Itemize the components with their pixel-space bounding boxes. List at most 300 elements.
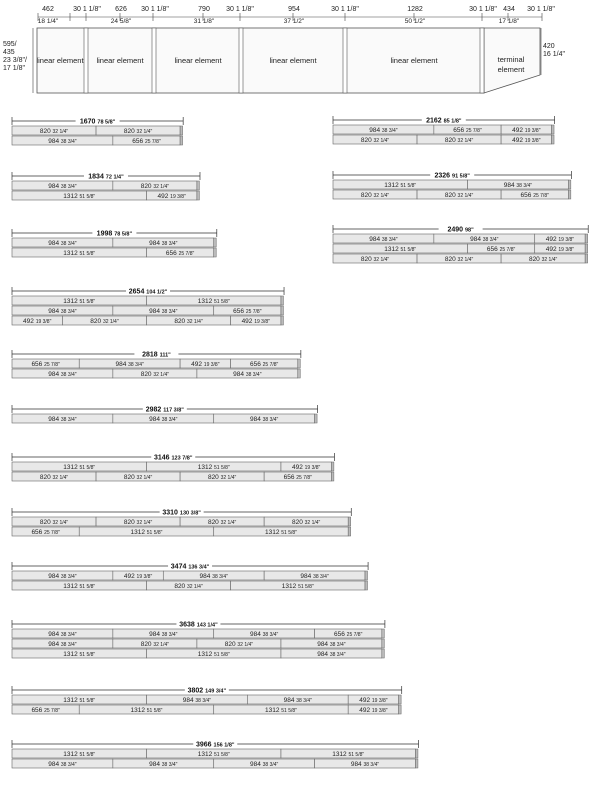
segment-mm: 820: [444, 256, 458, 263]
total-label: [434, 173, 470, 180]
segment-label: [225, 641, 254, 648]
segment-in: 32 1/4": [136, 129, 153, 135]
segment-label: [292, 519, 321, 526]
segment-label: [115, 361, 144, 368]
segment-mm: 984: [48, 308, 61, 315]
segment-mm: 984: [48, 641, 61, 648]
end-cap: [214, 238, 217, 247]
segment-in: 51 5/8": [79, 652, 96, 658]
segment-label: [31, 707, 60, 714]
total-label: [88, 174, 124, 181]
segment-mm: 1312: [281, 583, 299, 590]
segment-label: [48, 416, 77, 423]
total-label: [188, 688, 227, 695]
segment-mm: 656: [520, 192, 534, 199]
segment-in: 32 1/4": [373, 193, 390, 199]
total-mm: 1834: [88, 173, 106, 181]
end-cap: [365, 581, 368, 590]
top-dim-mm: 626: [115, 6, 127, 13]
segment-label: [233, 308, 262, 315]
segment-label: [31, 361, 60, 368]
element-overview: [3, 6, 565, 93]
segment-label: [384, 182, 416, 189]
segment-label: [48, 371, 77, 378]
left-dim: 435: [3, 49, 15, 56]
total-mm: 3966: [196, 741, 214, 749]
total-mm: 2326: [434, 172, 453, 180]
segment-mm: 1312: [63, 250, 80, 257]
top-dim-mm: 30 1 1/8": [141, 6, 169, 13]
segment-in: 38 3/4": [195, 698, 212, 704]
segment-label: [141, 641, 170, 648]
segment-in: 32 1/4": [52, 129, 69, 135]
total-in: 111": [159, 352, 171, 359]
configuration: [12, 452, 334, 481]
right-dim: 420: [543, 43, 555, 50]
top-dim-in: 24 5/8": [110, 18, 132, 25]
segment-label: [445, 137, 474, 144]
segment-mm: 1312: [197, 751, 215, 758]
segment-in: 32 1/4": [220, 520, 237, 526]
segment-label: [48, 631, 77, 638]
segment-mm: 984: [369, 127, 382, 134]
total-mm: 2982: [145, 406, 164, 414]
segment-mm: 656: [31, 361, 45, 368]
total-in: 149 3/4": [205, 688, 227, 695]
segment-in: 38 3/4": [262, 632, 279, 638]
segment-in: 38 3/4": [381, 237, 398, 243]
total-in: 72 1/4": [105, 174, 124, 181]
segment-mm: 656: [453, 127, 466, 134]
total-in: 98": [465, 227, 474, 234]
segment-in: 51 5/8": [79, 752, 96, 758]
segment-label: [317, 641, 346, 648]
total-in: 104 1/2": [146, 289, 168, 296]
segment-in: 38 3/4": [161, 632, 178, 638]
total-in: 78 5/8": [114, 231, 133, 238]
total-mm: 3638: [179, 621, 197, 629]
segment-in: 19 3/8": [170, 194, 186, 200]
segment-mm: 984: [149, 416, 162, 423]
segment-label: [149, 308, 178, 315]
segment-in: 25 7/8": [245, 309, 262, 315]
segment-label: [512, 127, 541, 134]
total-label: [447, 227, 474, 234]
segment-in: 51 5/8": [79, 465, 96, 471]
segment-mm: 984: [48, 138, 61, 145]
segment-mm: 492: [292, 464, 305, 471]
segment-mm: 492: [157, 193, 171, 200]
segment-in: 38 3/4": [262, 417, 279, 423]
segment-label: [48, 240, 77, 247]
segment-label: [546, 236, 575, 243]
configuration: [12, 561, 368, 590]
segment-label: [63, 751, 95, 758]
total-label: [154, 455, 193, 462]
segment-mm: 1312: [384, 182, 401, 189]
total-in: 117 3/8": [163, 407, 184, 414]
total-in: 78 5/8": [97, 119, 116, 126]
segment-mm: 656: [283, 474, 297, 481]
segment-label: [504, 182, 533, 189]
end-cap: [382, 629, 385, 638]
segment-in: 32 1/4": [457, 193, 474, 199]
segment-label: [90, 318, 119, 325]
segment-mm: 492: [512, 127, 525, 134]
end-cap: [214, 248, 217, 257]
segment-mm: 820: [39, 474, 53, 481]
segment-label: [132, 138, 161, 145]
end-cap: [585, 234, 588, 243]
segment-mm: 492: [241, 318, 255, 325]
segment-label: [63, 250, 95, 257]
segment-mm: 984: [233, 371, 246, 378]
segment-mm: 820: [140, 183, 154, 190]
segment-label: [470, 236, 499, 243]
segment-label: [63, 193, 95, 200]
total-label: [97, 231, 133, 238]
segment-mm: 1312: [63, 751, 80, 758]
left-dim: 23 3/8"/: [3, 57, 27, 64]
segment-mm: 820: [140, 641, 154, 648]
end-cap: [180, 136, 183, 145]
total-mm: 3802: [187, 687, 206, 695]
segment-label: [300, 573, 329, 580]
segment-in: 51 5/8": [146, 530, 163, 536]
segment-mm: 820: [360, 256, 374, 263]
end-cap: [399, 705, 402, 714]
segment-label: [233, 371, 262, 378]
segment-mm: 1312: [264, 707, 282, 714]
segment-mm: 492: [23, 318, 36, 325]
segment-label: [250, 761, 279, 768]
segment-label: [63, 298, 95, 305]
segment-mm: 656: [486, 246, 500, 253]
segment-mm: 984: [48, 371, 61, 378]
segment-label: [284, 697, 313, 704]
segment-mm: 820: [123, 519, 137, 526]
segment-label: [250, 361, 279, 368]
end-cap: [415, 749, 418, 758]
segment-label: [124, 474, 153, 481]
segment-in: 38 3/4": [161, 417, 178, 423]
segment-mm: 1312: [63, 464, 80, 471]
segment-mm: 656: [165, 250, 179, 257]
segment-mm: 984: [48, 573, 61, 580]
element-gap: [480, 28, 484, 93]
total-mm: 2162: [426, 117, 444, 125]
segment-in: 38 3/4": [60, 642, 77, 648]
segment-in: 32 1/4": [153, 642, 170, 648]
segment-in: 38 3/4": [296, 698, 312, 704]
configuration: [12, 685, 402, 714]
top-dim-mm: 1282: [407, 6, 423, 13]
segment-in: 38 3/4": [161, 309, 178, 315]
segment-in: 38 3/4": [128, 362, 144, 368]
segment-label: [130, 707, 162, 714]
segment-in: 38 3/4": [60, 632, 77, 638]
segment-mm: 984: [300, 573, 314, 580]
segment-in: 38 3/4": [60, 241, 77, 247]
end-cap: [331, 462, 334, 471]
segment-in: 19 3/8": [371, 698, 388, 704]
segment-mm: 820: [444, 137, 458, 144]
segment-in: 38 3/4": [212, 574, 228, 580]
end-cap: [298, 359, 301, 368]
segment-in: 38 3/4": [60, 184, 77, 190]
segment-mm: 984: [283, 697, 297, 704]
element-label: linear element: [36, 56, 84, 65]
segment-in: 38 3/4": [60, 139, 77, 145]
segment-in: 32 1/4": [220, 475, 237, 481]
segment-mm: 984: [48, 240, 61, 247]
segment-label: [208, 474, 237, 481]
segment-in: 38 3/4": [313, 574, 329, 580]
segment-mm: 820: [528, 256, 542, 263]
segment-label: [48, 183, 77, 190]
top-dim-mm: 434: [503, 6, 515, 13]
segment-mm: 820: [360, 192, 374, 199]
segment-mm: 820: [292, 519, 305, 526]
segment-mm: 656: [334, 631, 347, 638]
segment-mm: 984: [199, 573, 213, 580]
segment-label: [384, 246, 416, 253]
segment-mm: 656: [31, 707, 45, 714]
segment-label: [208, 519, 237, 526]
segment-in: 38 3/4": [161, 241, 178, 247]
segment-in: 32 1/4": [373, 257, 390, 263]
segment-in: 38 3/4": [329, 642, 346, 648]
segment-mm: 820: [360, 137, 374, 144]
segment-mm: 820: [174, 583, 187, 590]
segment-label: [149, 240, 178, 247]
segment-label: [149, 631, 178, 638]
top-dim-mm: 30 1 1/8": [226, 6, 254, 13]
left-dim: 17 1/8": [3, 65, 25, 72]
segment-in: 19 3/8": [254, 319, 270, 325]
end-cap: [348, 517, 351, 526]
segment-label: [292, 464, 321, 471]
segment-in: 32 1/4": [153, 372, 170, 378]
segment-mm: 984: [317, 651, 330, 658]
total-mm: 1670: [79, 118, 98, 126]
segment-in: 51 5/8": [79, 194, 96, 200]
segment-mm: 820: [207, 519, 221, 526]
segment-label: [284, 474, 313, 481]
total-mm: 2818: [142, 351, 160, 359]
total-mm: 3474: [170, 563, 189, 571]
element-gap: [343, 28, 347, 93]
segment-mm: 1312: [63, 651, 80, 658]
configuration-list: [12, 115, 588, 768]
total-in: 123 7/8": [171, 455, 193, 462]
element-label: terminal: [497, 55, 525, 64]
segment-mm: 820: [174, 318, 187, 325]
segment-label: [158, 193, 187, 200]
segment-label: [124, 128, 153, 135]
segment-mm: 492: [359, 707, 372, 714]
element-gap: [84, 28, 88, 93]
segment-in: 32 1/4": [457, 257, 474, 263]
total-label: [129, 289, 168, 296]
segment-label: [31, 529, 60, 536]
configuration: [12, 171, 200, 200]
segment-in: 51 5/8": [214, 465, 230, 471]
segment-in: 38 3/4": [329, 652, 346, 658]
segment-in: 25 7/8": [144, 139, 161, 145]
segment-in: 38 3/4": [60, 372, 77, 378]
segment-in: 32 1/4": [153, 184, 170, 190]
segment-in: 19 3/8": [524, 128, 541, 134]
top-dim-in: 31 1/8": [193, 18, 215, 25]
segment-mm: 492: [512, 137, 525, 144]
segment-mm: 492: [359, 697, 372, 704]
segment-label: [250, 631, 279, 638]
segment-in: 38 3/4": [363, 762, 380, 768]
segment-in: 51 5/8": [400, 183, 417, 189]
total-label: [179, 622, 218, 629]
configuration: [333, 115, 555, 144]
segment-in: 51 5/8": [281, 530, 297, 536]
segment-label: [23, 318, 52, 325]
top-dim-in: 50 1/2": [404, 18, 426, 25]
total-label: [196, 742, 235, 749]
segment-label: [48, 761, 77, 768]
segment-mm: 492: [545, 246, 559, 253]
total-in: 156 1/8": [213, 742, 235, 749]
segment-in: 51 5/8": [348, 752, 365, 758]
segment-mm: 820: [207, 474, 221, 481]
segment-mm: 1312: [63, 697, 80, 704]
configuration: [12, 349, 301, 378]
segment-in: 32 1/4": [136, 475, 153, 481]
segment-label: [198, 751, 230, 758]
segment-in: 19 3/8": [203, 362, 220, 368]
segment-label: [487, 246, 516, 253]
element-label: element: [497, 65, 525, 74]
end-cap: [568, 180, 571, 189]
top-dim-mm: 954: [288, 6, 300, 13]
segment-mm: 820: [444, 192, 458, 199]
segment-label: [40, 519, 69, 526]
segment-mm: 1312: [130, 707, 147, 714]
segment-mm: 984: [48, 416, 61, 423]
segment-in: 32 1/4": [102, 319, 119, 325]
segment-mm: 820: [39, 519, 53, 526]
segment-mm: 984: [249, 761, 263, 768]
segment-mm: 820: [123, 128, 137, 135]
segment-mm: 1312: [63, 298, 80, 305]
end-cap: [382, 639, 385, 648]
segment-label: [332, 751, 364, 758]
end-cap: [552, 125, 555, 134]
segment-in: 32 1/4": [52, 475, 69, 481]
segment-in: 32 1/4": [52, 520, 69, 526]
segment-in: 38 3/4": [381, 128, 398, 134]
segment-label: [369, 127, 398, 134]
total-label: [146, 407, 185, 414]
end-cap: [197, 191, 200, 200]
segment-label: [512, 137, 541, 144]
top-dim-mm: 462: [42, 6, 54, 13]
top-dim-mm: 30 1 1/8": [469, 6, 497, 13]
segment-in: 51 5/8": [79, 299, 96, 305]
top-dim-in: 18 1/4": [37, 18, 59, 25]
segment-mm: 656: [233, 308, 246, 315]
segment-label: [48, 573, 77, 580]
segment-mm: 1312: [63, 193, 80, 200]
segment-label: [48, 138, 77, 145]
segment-label: [183, 697, 212, 704]
segment-label: [40, 474, 69, 481]
segment-label: [369, 236, 398, 243]
segment-label: [351, 761, 380, 768]
segment-label: [445, 192, 474, 199]
segment-in: 38 3/4": [161, 762, 178, 768]
segment-label: [521, 192, 550, 199]
segment-mm: 984: [48, 631, 61, 638]
segment-mm: 656: [31, 529, 45, 536]
segment-label: [63, 464, 95, 471]
segment-mm: 984: [182, 697, 196, 704]
segment-label: [149, 761, 178, 768]
segment-label: [282, 583, 314, 590]
right-dim: 16 1/4": [543, 51, 565, 58]
segment-mm: 984: [48, 761, 61, 768]
segment-in: 32 1/4": [186, 584, 203, 590]
segment-mm: 984: [48, 183, 61, 190]
segment-in: 38 3/4": [262, 762, 279, 768]
configuration: [12, 116, 183, 145]
element-label: linear element: [269, 56, 317, 65]
segment-mm: 1312: [130, 529, 147, 536]
end-cap: [281, 296, 284, 305]
segment-label: [48, 308, 77, 315]
segment-in: 51 5/8": [214, 652, 230, 658]
segment-in: 51 5/8": [298, 584, 314, 590]
end-cap: [382, 649, 385, 658]
segment-in: 19 3/8": [35, 319, 52, 325]
segment-mm: 492: [545, 236, 559, 243]
total-in: 85 1/8": [443, 118, 462, 125]
total-in: 136 3/4": [188, 564, 210, 571]
total-label: [162, 510, 201, 517]
segment-in: 25 7/8": [178, 251, 195, 257]
top-dim-in: 37 1/2": [283, 18, 305, 25]
end-cap: [281, 306, 284, 315]
total-mm: 2654: [128, 288, 147, 296]
segment-in: 25 7/8": [44, 362, 60, 368]
segment-in: 38 3/4": [60, 309, 77, 315]
segment-label: [242, 318, 271, 325]
segment-mm: 656: [132, 138, 145, 145]
segment-label: [63, 583, 95, 590]
total-in: 130 3/8": [179, 510, 201, 517]
total-in: 143 1/4": [196, 622, 218, 629]
segment-in: 25 7/8": [262, 362, 279, 368]
segment-mm: 820: [140, 371, 154, 378]
configuration: [12, 507, 351, 536]
segment-in: 32 1/4": [304, 520, 321, 526]
segment-in: 25 7/8": [346, 632, 363, 638]
total-label: [80, 119, 116, 126]
top-dim-mm: 790: [198, 6, 210, 13]
element-label: linear element: [390, 56, 438, 65]
segment-mm: 984: [249, 631, 263, 638]
top-dim-mm: 30 1 1/8": [73, 6, 101, 13]
element-gap: [239, 28, 243, 93]
end-cap: [197, 181, 200, 190]
